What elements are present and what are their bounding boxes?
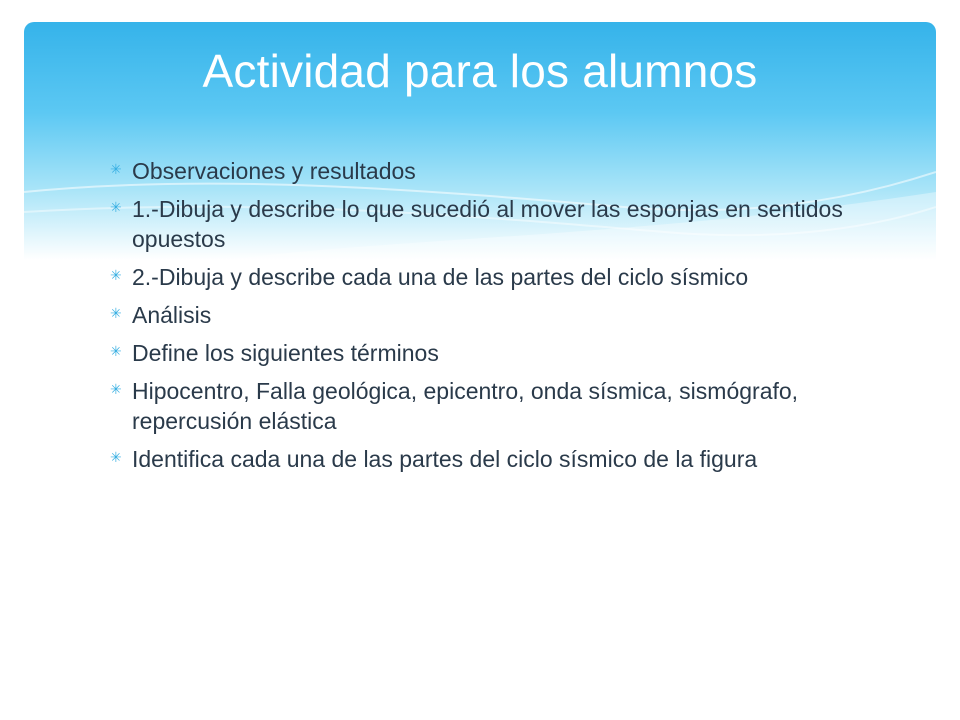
list-item [110, 262, 880, 292]
list-item-text: Análisis [132, 302, 212, 328]
list-item [110, 338, 880, 368]
list-item [110, 300, 880, 330]
list-item [110, 444, 880, 474]
list-item-text: Observaciones y resultados [132, 158, 416, 184]
list-item-text: 1.-Dibuja y describe lo que sucedió al mover las esponjas en sentidos opuestos [132, 196, 843, 252]
asterisk-icon: ✳ [110, 199, 122, 215]
asterisk-icon: ✳ [110, 449, 122, 465]
list-item-text: Hipocentro, Falla geológica, epicentro, onda sísmica, sismógrafo, repercusión elástica [132, 378, 799, 434]
asterisk-icon: ✳ [110, 343, 122, 359]
slide-title: Actividad para los alumnos [202, 45, 758, 97]
list-item-text: Identifica cada una de las partes del ciclo sísmico de la figura [132, 446, 758, 472]
asterisk-icon: ✳ [110, 161, 122, 177]
asterisk-icon: ✳ [110, 305, 122, 321]
list-item-text: 2.-Dibuja y describe cada una de las partes del ciclo sísmico [132, 264, 749, 290]
list-item-text: Define los siguientes términos [132, 340, 439, 366]
asterisk-icon: ✳ [110, 267, 122, 283]
bullet-list [110, 156, 880, 482]
list-item [110, 194, 880, 254]
asterisk-icon: ✳ [110, 381, 122, 397]
list-item [110, 156, 880, 186]
list-item [110, 376, 880, 436]
